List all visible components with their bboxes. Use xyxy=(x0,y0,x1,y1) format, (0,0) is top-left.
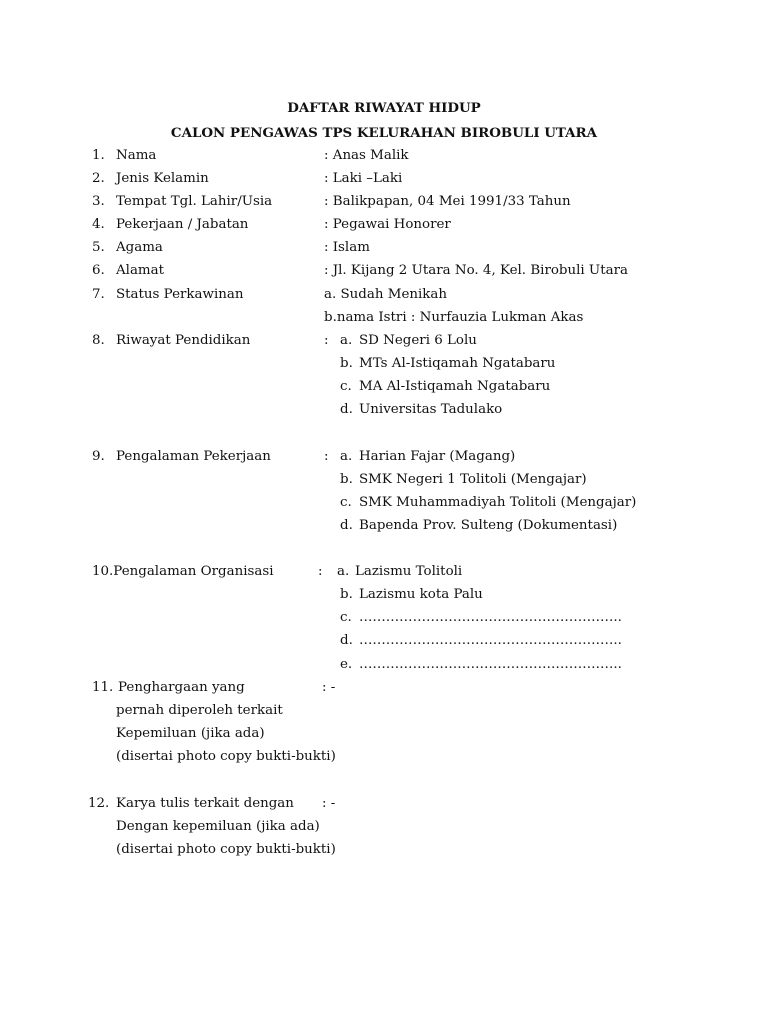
list-item: MTs Al-Istiqamah Ngatabaru xyxy=(359,356,556,371)
item-value: : Pegawai Honorer xyxy=(324,217,451,232)
item-number: 11. xyxy=(92,680,114,695)
item-label: Nama xyxy=(116,148,157,163)
list-item: MA Al-Istiqamah Ngatabaru xyxy=(359,379,551,394)
list-letter: c. xyxy=(340,610,352,625)
list-letter: a. xyxy=(340,449,353,464)
item-number: 8. xyxy=(92,333,105,348)
item-colon: : xyxy=(318,564,323,579)
list-item: Harian Fajar (Magang) xyxy=(359,449,516,464)
item-label: Pekerjaan / Jabatan xyxy=(116,217,249,232)
list-letter: d. xyxy=(340,402,353,417)
list-item: SMK Negeri 1 Tolitoli (Mengajar) xyxy=(359,472,587,487)
list-letter: b. xyxy=(340,587,353,602)
item-label: Jenis Kelamin xyxy=(116,171,209,186)
item-number: 3. xyxy=(92,194,105,209)
item-value: b.nama Istri : Nurfauzia Lukman Akas xyxy=(324,310,584,325)
item-label: 10.Pengalaman Organisasi xyxy=(92,564,274,579)
list-item: Lazismu Tolitoli xyxy=(355,564,463,579)
item-label: Agama xyxy=(116,240,163,255)
list-item: SMK Muhammadiyah Tolitoli (Mengajar) xyxy=(359,495,637,510)
document-title: DAFTAR RIWAYAT HIDUP xyxy=(287,100,481,116)
item-number: 12. xyxy=(88,796,110,811)
list-letter: b. xyxy=(340,472,353,487)
list-item: ………………………………………………….. xyxy=(359,657,622,672)
item-value: a. Sudah Menikah xyxy=(324,287,447,302)
list-letter: e. xyxy=(340,657,353,672)
item-value: : Laki –Laki xyxy=(324,171,403,186)
item-label-continuation: (disertai photo copy bukti-bukti) xyxy=(116,842,336,857)
list-item: ………………………………………………….. xyxy=(359,610,622,625)
document-subtitle: CALON PENGAWAS TPS KELURAHAN BIROBULI UTARA xyxy=(170,125,598,141)
list-item: ………………………………………………….. xyxy=(359,633,622,648)
list-letter: b. xyxy=(340,356,353,371)
item-value: : Jl. Kijang 2 Utara No. 4, Kel. Birobuli Utara xyxy=(324,263,628,278)
item-value: : - xyxy=(322,680,336,695)
list-letter: d. xyxy=(340,633,353,648)
item-label: Riwayat Pendidikan xyxy=(116,333,251,348)
item-label-continuation: pernah diperoleh terkait xyxy=(116,703,283,718)
item-colon: : xyxy=(324,449,329,464)
item-colon: : xyxy=(324,333,329,348)
item-number: 6. xyxy=(92,263,105,278)
item-value: : Balikpapan, 04 Mei 1991/33 Tahun xyxy=(324,194,571,209)
item-label: Penghargaan yang xyxy=(118,680,245,695)
item-label-continuation: Kepemiluan (jika ada) xyxy=(116,726,265,741)
list-letter: c. xyxy=(340,379,352,394)
item-value: : - xyxy=(322,796,336,811)
list-item: Bapenda Prov. Sulteng (Dokumentasi) xyxy=(359,518,618,533)
list-letter: a. xyxy=(340,333,353,348)
list-item: Universitas Tadulako xyxy=(359,402,503,417)
item-number: 9. xyxy=(92,449,105,464)
list-item: SD Negeri 6 Lolu xyxy=(359,333,477,348)
item-label-continuation: Dengan kepemiluan (jika ada) xyxy=(116,819,320,834)
item-label: Tempat Tgl. Lahir/Usia xyxy=(116,194,273,209)
item-value: : Anas Malik xyxy=(324,148,409,163)
item-number: 2. xyxy=(92,171,105,186)
item-number: 4. xyxy=(92,217,105,232)
item-label: Alamat xyxy=(116,263,164,278)
list-item: Lazismu kota Palu xyxy=(359,587,483,602)
list-letter: c. xyxy=(340,495,352,510)
item-label-continuation: (disertai photo copy bukti-bukti) xyxy=(116,749,336,764)
item-value: : Islam xyxy=(324,240,370,255)
item-label: Status Perkawinan xyxy=(116,287,244,302)
list-letter: d. xyxy=(340,518,353,533)
item-number: 1. xyxy=(92,148,105,163)
item-number: 5. xyxy=(92,240,105,255)
list-letter: a. xyxy=(337,564,350,579)
item-label: Karya tulis terkait dengan xyxy=(116,796,294,811)
item-label: Pengalaman Pekerjaan xyxy=(116,449,271,464)
item-number: 7. xyxy=(92,287,105,302)
